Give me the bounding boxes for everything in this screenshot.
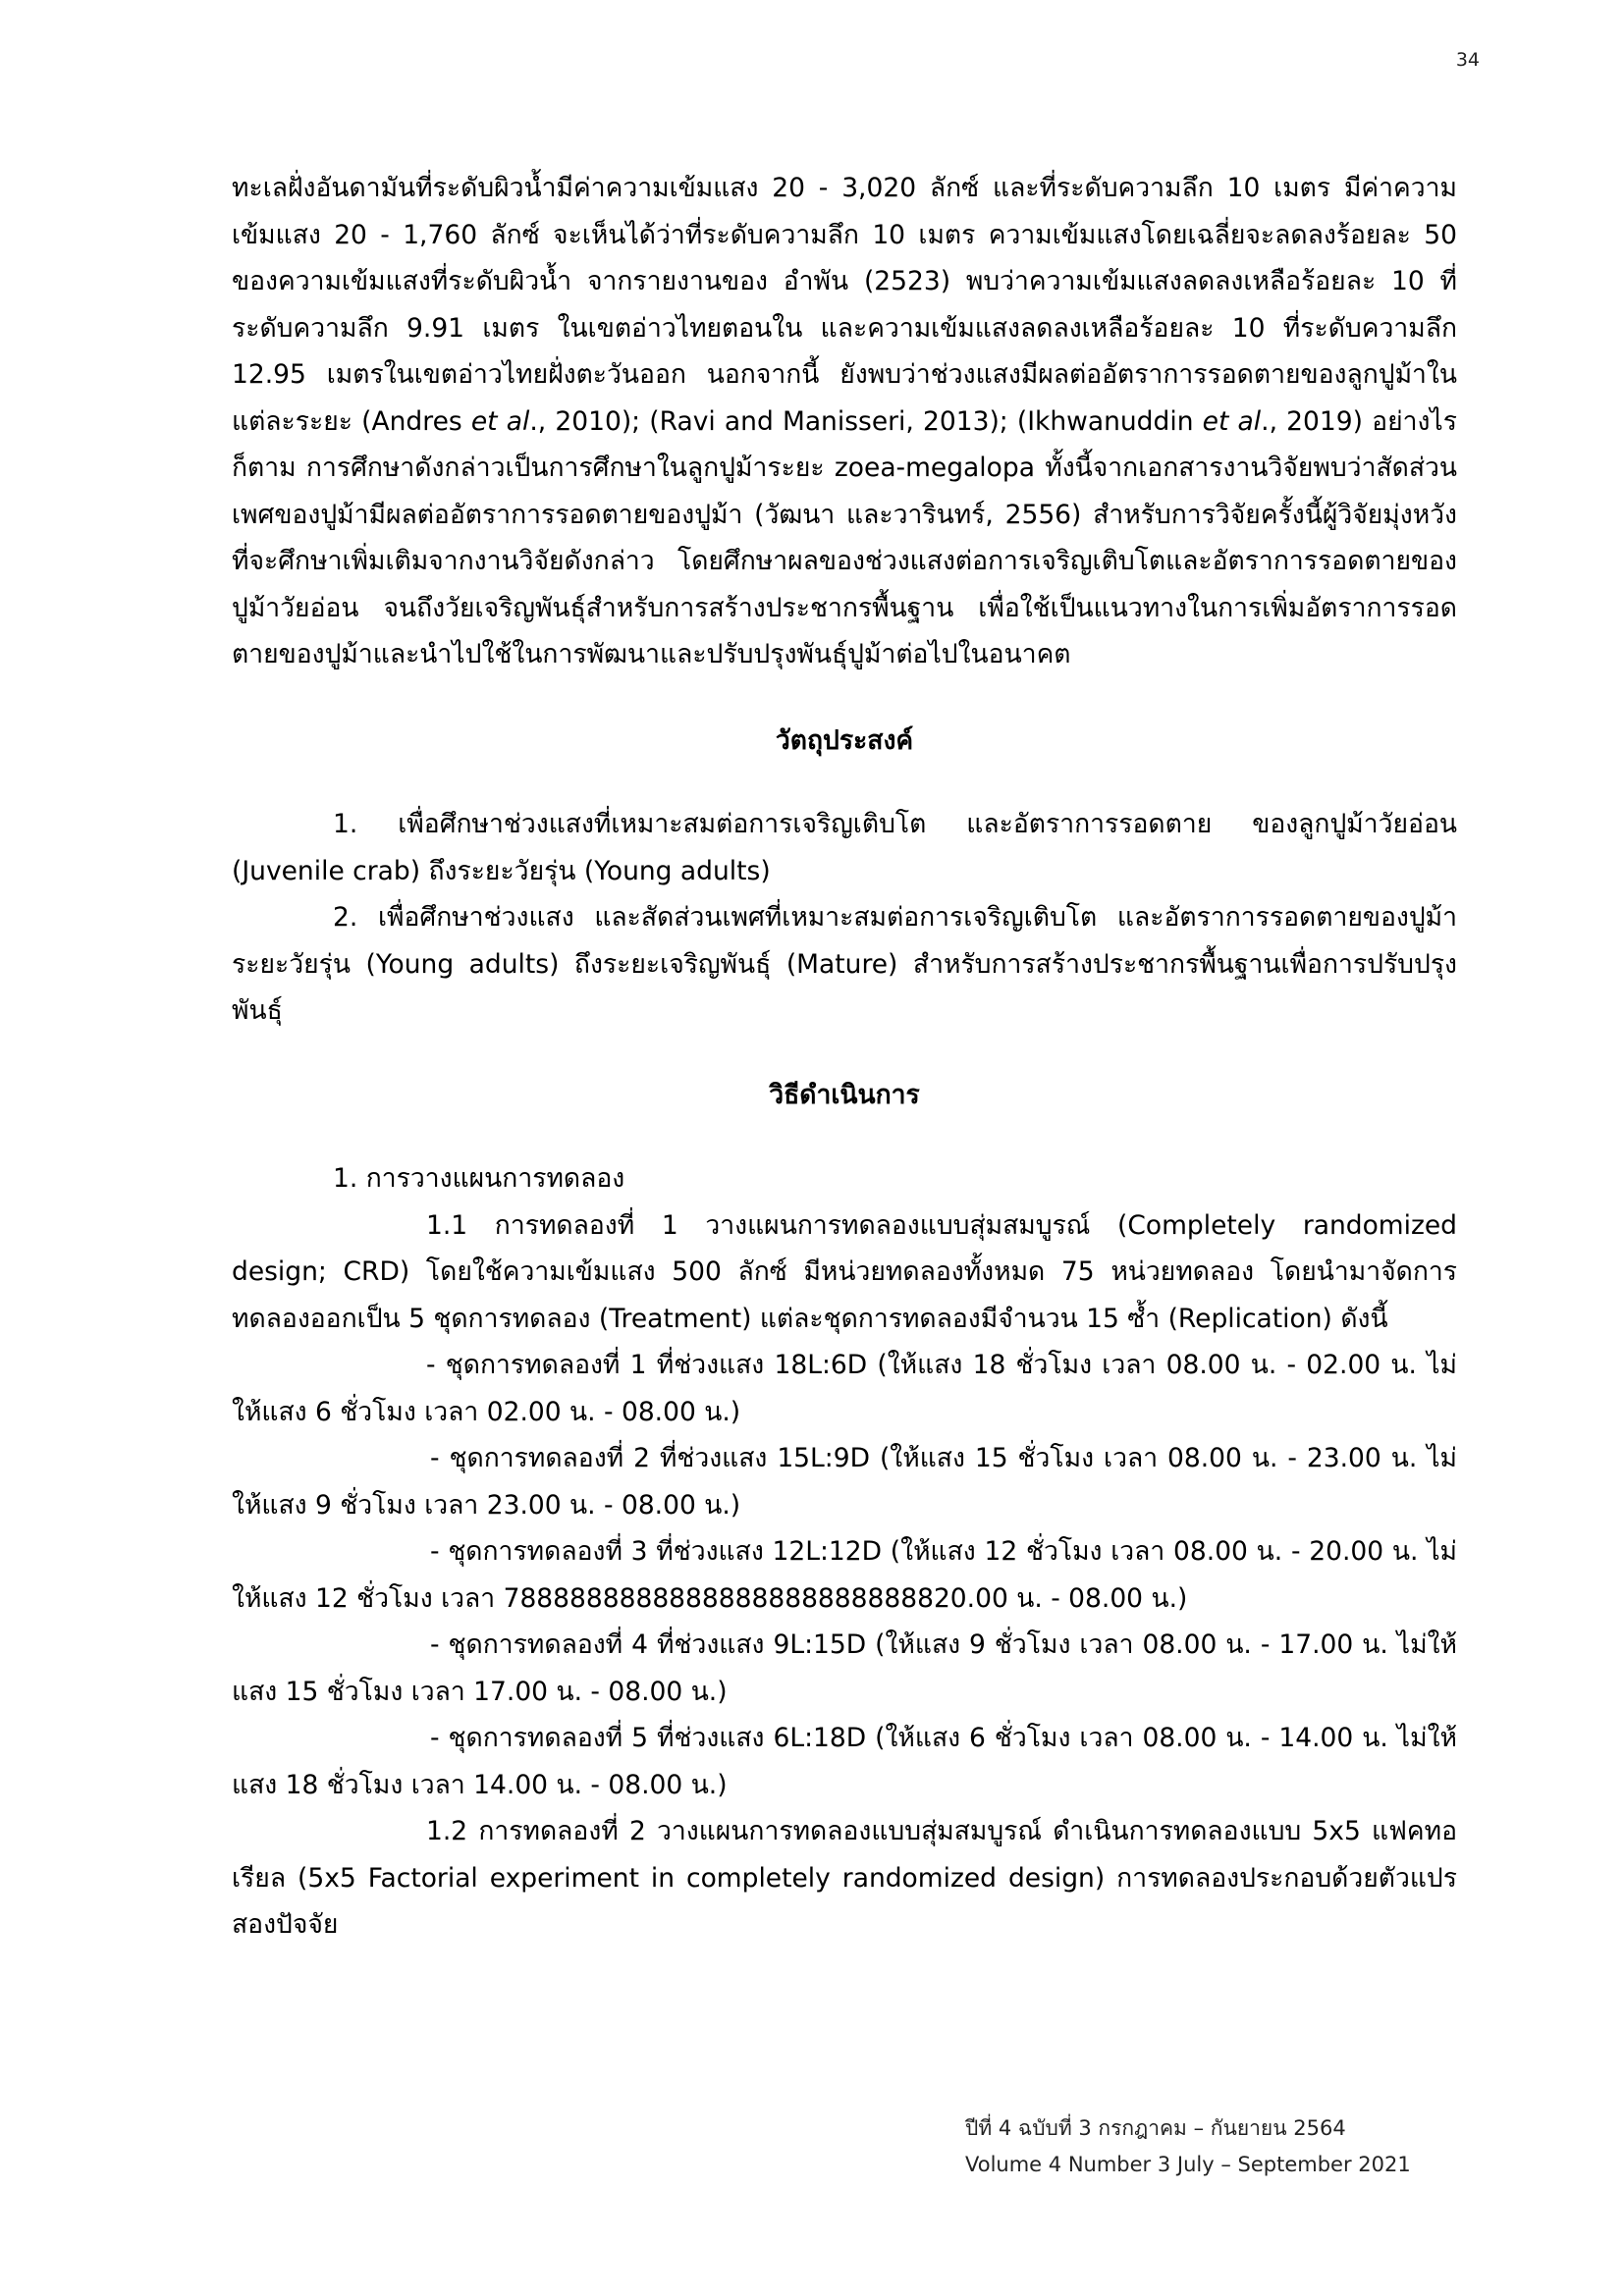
intro-paragraph: [232, 165, 1457, 678]
intro-text-a: ทะเลฝั่งอันดามันที่ระดับผิวน้ำมีค่าความเข้มแสง 20 - 3,020 ลักซ์ และที่ระดับความลึก 10 เมตร มีค่าความเข้มแสง 20 - 1,760 ลักซ์ จะเห็นได้ว่าที่ระดับความลึก 10 เมตร ความเข้มแสงโดยเฉลี่ยจะลดลงร้อยละ 50 ของความเข้มแสงที่ระดับผิวน้ำ จากรายงานของ อำพัน (2523) พบว่าความเข้มแสงลดลงเหลือร้อยละ 10 ที่ระดับความลึก 9.91 เมตร ในเขตอ่าวไทยตอนใน และความเข้มแสงลดลงเหลือร้อยละ 10 ที่ระดับความลึก 12.95 เมตรในเขตอ่าวไทยฝั่งตะวันออก นอกจากนี้ ยังพบว่าช่วงแสงมีผลต่ออัตราการรอดตายของลูกปูม้าในแต่ละระยะ (Andres: [232, 173, 1457, 437]
objective-item-1: 1. เพื่อศึกษาช่วงแสงที่เหมาะสมต่อการเจริญเติบโต และอัตราการรอดตาย ของลูกปูม้าวัยอ่อน (Juvenile crab) ถึงระยะวัยรุ่น (Young adults): [232, 809, 1457, 886]
treatment-item-2: - ชุดการทดลองที่ 2 ที่ช่วงแสง 15L:9D (ให้แสง 15 ชั่วโมง เวลา 08.00 น. - 23.00 น. ไม่ให้แสง 9 ชั่วโมง เวลา 23.00 น. - 08.00 น.): [232, 1443, 1457, 1521]
experiment-2-paragraph: 1.2 การทดลองที่ 2 วางแผนการทดลองแบบสุ่มสมบูรณ์ ดำเนินการทดลองแบบ 5x5 แฟคทอเรียล (5x5 Factorial experiment in completely randomized design) การทดลองประกอบด้วยตัวแปรสองปัจจัย: [232, 1816, 1457, 1940]
footer-issue-english: Volume 4 Number 3 July – September 2021: [965, 2153, 1411, 2176]
footer-issue-thai: ปีที่ 4 ฉบับที่ 3 กรกฎาคม – กันยายน 2564: [965, 2116, 1346, 2140]
experiment-1-paragraph: 1.1 การทดลองที่ 1 วางแผนการทดลองแบบสุ่มสมบูรณ์ (Completely randomized design; CRD) โดยใช้ความเข้มแสง 500 ลักซ์ มีหน่วยทดลองทั้งหมด 75 หน่วยทดลอง โดยนำมาจัดการทดลองออกเป็น 5 ชุดการทดลอง (Treatment) แต่ละชุดการทดลองมีจำนวน 15 ซ้ำ (Replication) ดังนี้: [232, 1209, 1457, 1334]
et-al-italic-2: et al: [1202, 405, 1262, 437]
methods-heading: วิธีดำเนินการ: [769, 1079, 920, 1110]
objective-item-2: 2. เพื่อศึกษาช่วงแสง และสัดส่วนเพศที่เหมาะสมต่อการเจริญเติบโต และอัตราการรอดตายของปูม้าระยะวัยรุ่น (Young adults) ถึงระยะเจริญพันธุ์ (Mature) สำหรับการสร้างประชากรพื้นฐานเพื่อการปรับปรุงพันธุ์: [232, 902, 1457, 1026]
page-number: 34: [1455, 49, 1480, 71]
treatment-item-4: - ชุดการทดลองที่ 4 ที่ช่วงแสง 9L:15D (ให้แสง 9 ชั่วโมง เวลา 08.00 น. - 17.00 น. ไม่ให้แสง 15 ชั่วโมง เวลา 17.00 น. - 08.00 น.): [232, 1629, 1457, 1707]
treatment-item-5: - ชุดการทดลองที่ 5 ที่ช่วงแสง 6L:18D (ให้แสง 6 ชั่วโมง เวลา 08.00 น. - 14.00 น. ไม่ให้แสง 18 ชั่วโมง เวลา 14.00 น. - 08.00 น.): [232, 1723, 1457, 1800]
et-al-italic-1: et al: [470, 405, 530, 437]
intro-text-b: ., 2010); (Ravi and Manisseri, 2013); (Ikhwanuddin: [529, 405, 1203, 437]
journal-footer: [965, 2110, 1411, 2183]
objectives-heading: วัตถุประสงค์: [775, 724, 914, 756]
methods-subheading-1: 1. การวางแผนการทดลอง: [333, 1163, 625, 1194]
treatment-item-1: - ชุดการทดลองที่ 1 ที่ช่วงแสง 18L:6D (ให้แสง 18 ชั่วโมง เวลา 08.00 น. - 02.00 น. ไม่ให้แสง 6 ชั่วโมง เวลา 02.00 น. - 08.00 น.): [232, 1350, 1457, 1427]
document-body: [232, 165, 1457, 1949]
intro-text-c: ., 2019) อย่างไรก็ตาม การศึกษาดังกล่าวเป็นการศึกษาในลูกปูม้าระยะ zoea-megalopa ทั้งนี้จากเอกสารงานวิจัยพบว่าสัดส่วนเพศของปูม้ามีผลต่ออัตราการรอดตายของปูม้า (วัฒนา และวารินทร์, 2556) สำหรับการวิจัยครั้งนี้ผู้วิจัยมุ่งหวังที่จะศึกษาเพิ่มเติมจากงานวิจัยดังกล่าว โดยศึกษาผลของช่วงแสงต่อการเจริญเติบโตและอัตราการรอดตายของปูม้าวัยอ่อน จนถึงวัยเจริญพันธุ์สำหรับการสร้างประชากรพื้นฐาน เพื่อใช้เป็นแนวทางในการเพิ่มอัตราการรอดตายของปูม้าและนำไปใช้ในการพัฒนาและปรับปรุงพันธุ์ปูม้าต่อไปในอนาคต: [232, 405, 1457, 669]
treatment-item-3: - ชุดการทดลองที่ 3 ที่ช่วงแสง 12L:12D (ให้แสง 12 ชั่วโมง เวลา 08.00 น. - 20.00 น. ไม่ให้แสง 12 ชั่วโมง เวลา 7888888888888888888888888820.00 น. - 08.00 น.): [232, 1536, 1457, 1614]
